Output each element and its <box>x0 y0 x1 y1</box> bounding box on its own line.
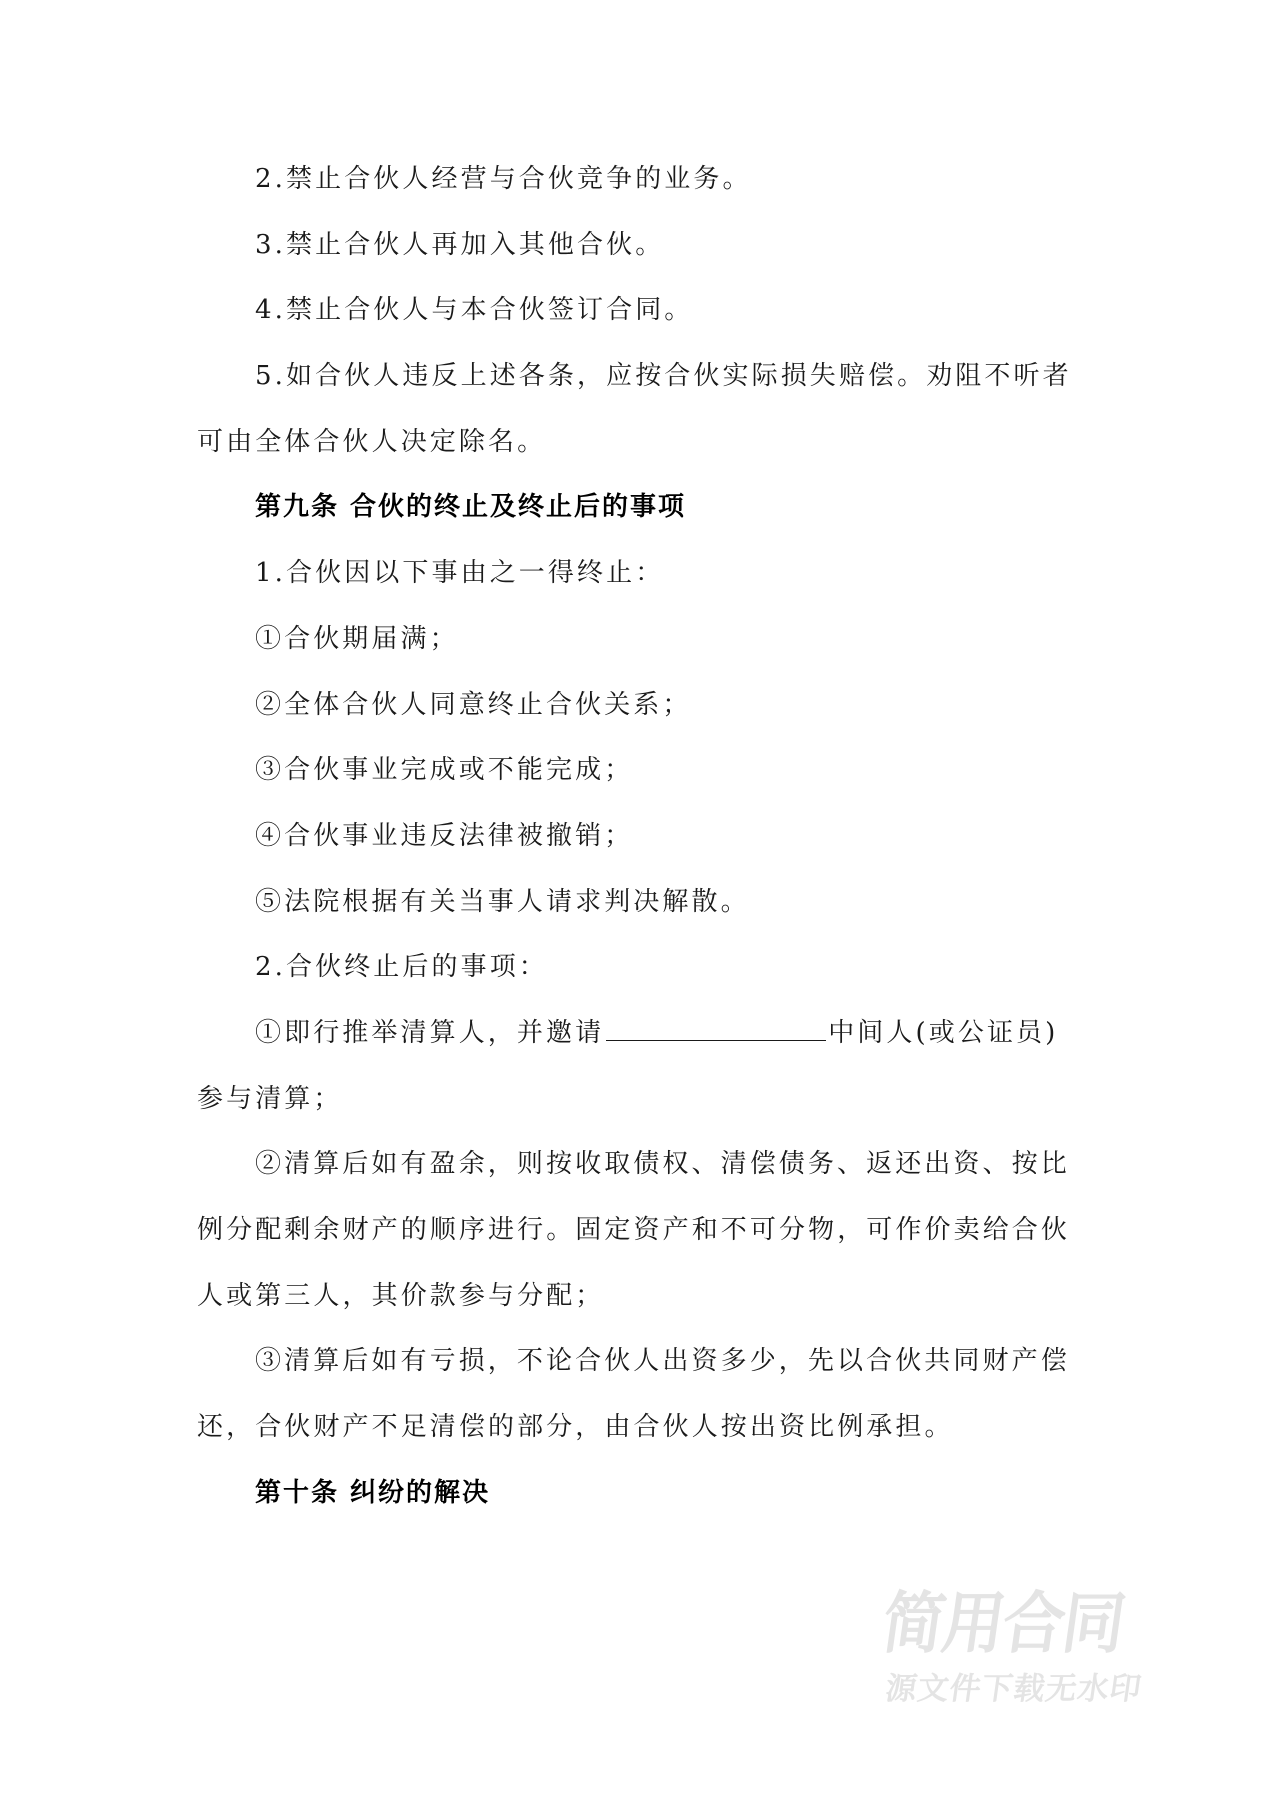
termination-reason-1: ①合伙期届满； <box>255 623 459 654</box>
document-body <box>197 166 1087 1545</box>
termination-reasons-intro: 1.合伙因以下事由之一得终止： <box>255 558 665 589</box>
termination-reason-3: ③合伙事业完成或不能完成； <box>255 755 634 786</box>
post-termination-item-2-line-1: ②清算后如有盈余，则按收取债权、清偿债务、返还出资、按比 <box>255 1149 1070 1180</box>
item-1-text-after-blank: 中间人(或公证员) <box>828 1017 1059 1048</box>
post-termination-item-3-line-1: ③清算后如有亏损，不论合伙人出资多少，先以合伙共同财产偿 <box>255 1346 1070 1377</box>
termination-reason-2: ②全体合伙人同意终止合伙关系； <box>255 689 692 720</box>
post-termination-intro: 2.合伙终止后的事项： <box>255 952 548 983</box>
watermark-title: 简用合同 <box>877 1583 1129 1663</box>
watermark-subtitle: 源文件下载无水印 <box>883 1671 1145 1707</box>
termination-reason-4: ④合伙事业违反法律被撤销； <box>255 820 634 851</box>
clause-item-4: 4.禁止合伙人与本合伙签订合同。 <box>255 295 694 326</box>
fill-in-blank-underline[interactable] <box>606 1020 826 1041</box>
post-termination-item-2-line-2: 例分配剩余财产的顺序进行。固定资产和不可分物，可作价卖给合伙 <box>197 1215 1071 1245</box>
watermark <box>877 1583 1188 1707</box>
post-termination-item-1-line-1 <box>197 1017 1087 1048</box>
post-termination-item-1-line-2: 参与清算； <box>197 1083 343 1114</box>
item-1-text-before-blank: ①即行推举清算人，并邀请 <box>255 1017 605 1048</box>
article-9-heading: 第九条 合伙的终止及终止后的事项 <box>255 492 687 523</box>
article-10-heading: 第十条 纠纷的解决 <box>255 1477 491 1508</box>
clause-item-5-line-1: 5.如合伙人违反上述各条，应按合伙实际损失赔偿。劝阻不听者 <box>255 361 1072 392</box>
clause-item-3: 3.禁止合伙人再加入其他合伙。 <box>255 229 665 260</box>
clause-item-2: 2.禁止合伙人经营与合伙竞争的业务。 <box>255 164 752 194</box>
post-termination-item-2-line-3: 人或第三人，其价款参与分配； <box>197 1280 605 1311</box>
termination-reason-5: ⑤法院根据有关当事人请求判决解散。 <box>255 886 750 917</box>
clause-item-5-line-2: 可由全体合伙人决定除名。 <box>197 426 547 457</box>
post-termination-item-3-line-2: 还，合伙财产不足清偿的部分，由合伙人按出资比例承担。 <box>197 1412 954 1443</box>
